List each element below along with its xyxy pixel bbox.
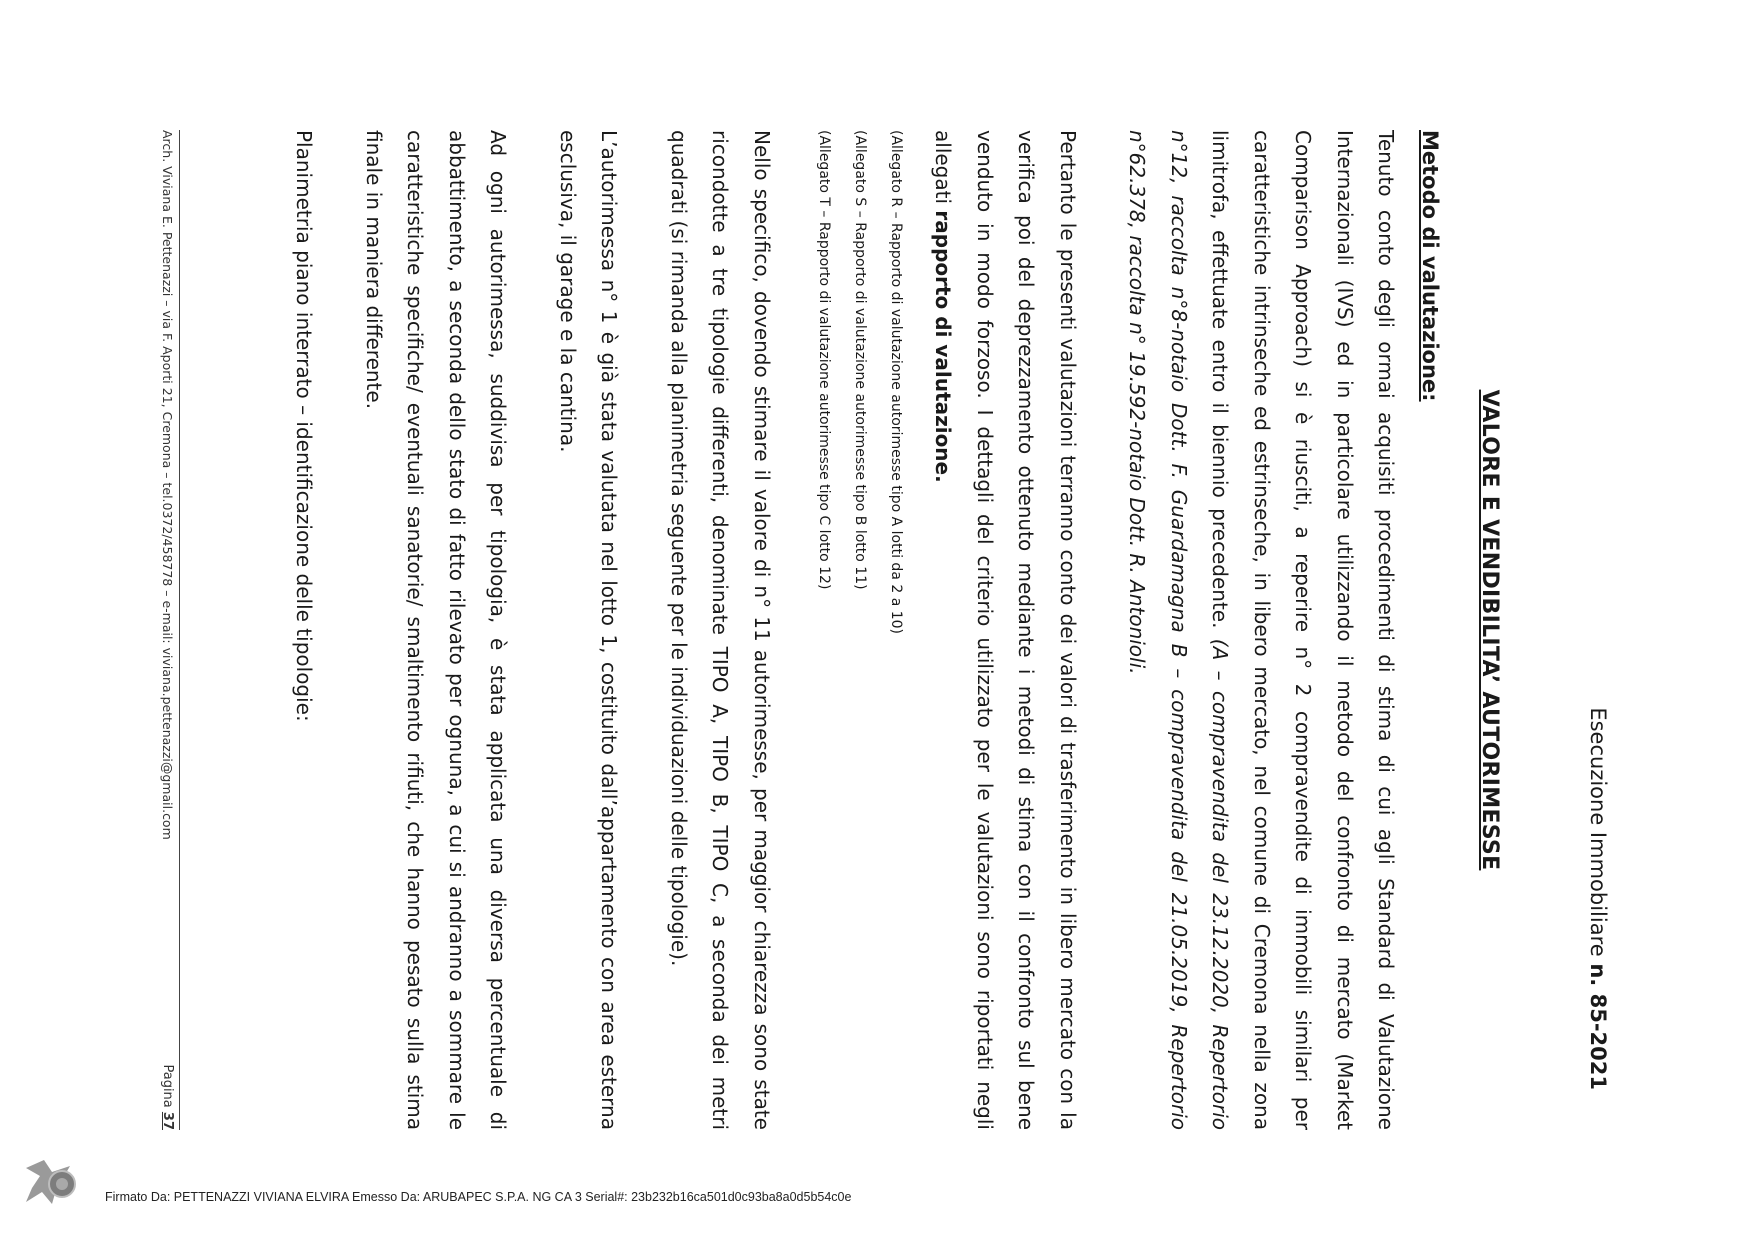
attachment-t: (Allegato T – Rapporto di valutazione autorimesse tipo C lotto 12): [816, 130, 832, 590]
page-footer: [160, 130, 180, 1130]
section-heading: Metodo di valutazione:: [1418, 130, 1442, 402]
paragraph-garage-1: L’autorimessa n° 1 è già stata valutata nel lotto 1, costituito dall’appartamento con area esterna esclusiva, il garage e la cantina.: [556, 130, 622, 1130]
paragraph-valuation-text: Pertanto le presenti valutazioni terranno conto dei valori di trasferimento in libero mercato con la verifica poi del deprezzamento ottenuto mediante i metodi di stima con il confronto sul bene venduto in modo forzoso. I dettagli del criterio utilizzato per le valutazioni sono riportati negli allegati: [931, 130, 1080, 1130]
digital-signature-line: Firmato Da: PETTENAZZI VIVIANA ELVIRA Emesso Da: ARUBAPEC S.P.A. NG CA 3 Serial#: 23b232b16ca501d0c93ba8a0d5b54c0e: [105, 1190, 852, 1204]
attachment-s: (Allegato S – Rapporto di valutazione autorimesse tipo B lotto 11): [852, 130, 868, 590]
digital-signature-seal-icon: [22, 1158, 80, 1210]
paragraph-valuation-bold: rapporto di valutazione.: [931, 210, 956, 483]
footer-contact: Arch. Viviana E. Pettenazzi – via F. Aporti 21, Cremona – tel.0372/458778 – e-mail: viviana.pettenazzi@gmail.com: [160, 130, 175, 840]
paragraph-method-text: Tenuto conto degli ormai acquisiti procedimenti di stima di cui agli Standard di Valutazione Internazionali (IVS) ed in particolare utilizzando il metodo del confronto di mercato (Market Comparison Approach) si è riusciti, a reperire n° 2 compravendite di immobili similari per caratteristiche intrinseche ed estrinseche, in libero mercato, nel comune di Cremona nella zona limitrofa, effettuate entro il biennio precedente.: [1208, 130, 1399, 1130]
attachments-list: [806, 130, 914, 1130]
page-title: VALORE E VENDIBILITA’ AUTORIMESSE: [1477, 389, 1502, 871]
page-number-label: [160, 1064, 175, 1130]
case-prefix: Esecuzione Immobiliare: [1586, 707, 1610, 964]
paragraph-valuation: [922, 130, 1088, 1130]
case-header: [1586, 707, 1610, 1090]
case-number: n. 85-2021: [1586, 963, 1610, 1090]
rotated-document-page: [110, 130, 1670, 1130]
paragraph-floor-plan: Planimetria piano interrato – identificazione delle tipologie:: [292, 130, 317, 722]
paragraph-typologies: Nello specifico, dovendo stimare il valore di n° 11 autorimesse, per maggior chiarezza sono state ricondotte a tre tipologie differenti, denominate TIPO A, TIPO B, TIPO C, a seconda dei metri quadrati (si rimanda alla planimetria seguente per le individuazioni delle tipologie).: [667, 130, 774, 1130]
paragraph-method: [1116, 130, 1407, 1130]
attachment-r: (Allegato R – Rapporto di valutazione autorimesse tipo A lotti da 2 a 10): [888, 130, 904, 635]
paragraph-method-references: (A – compravendita del 23.12.2020, Repertorio n°12, raccolta n°8-notaio Dott. F. Guardamagna B – compravendita del 21.05.2019, Repertorio n°62.378, raccolta n° 19.592-notaio Dott. R. Antonioli.: [1125, 130, 1233, 1130]
page-number: 37: [160, 1111, 175, 1130]
document-body: [255, 130, 1450, 1130]
paragraph-abatement: Ad ogni autorimessa, suddivisa per tipologia, è stata applicata una diversa percentuale di abbattimento, a seconda dello stato di fatto rilevato per ognuna, a cui si andranno a sommare le caratteristiche specifiche/ eventuali sanatorie/ smaltimento rifiuti, che hanno pesato sulla stima finale in maniera differente.: [362, 130, 511, 1130]
page-label: Pagina: [160, 1064, 175, 1112]
